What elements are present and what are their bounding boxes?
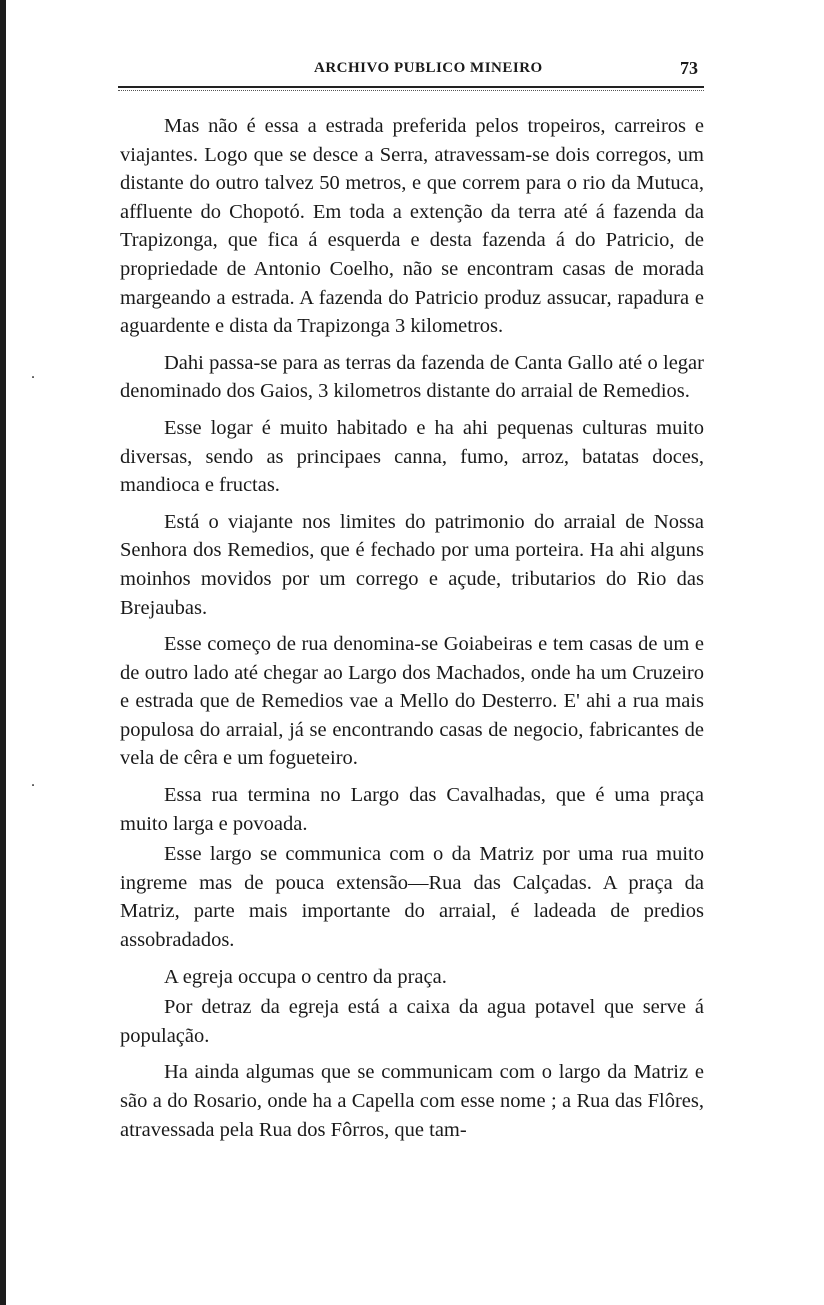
paragraph: Essa rua termina no Largo das Cavalhadas, que é uma praça muito larga e povoada.: [120, 784, 704, 835]
paragraph: Ha ainda algumas que se communicam com o largo da Matriz e são a do Rosario, onde ha a Capella com esse nome ; a Rua das Flôres, atravessada pela Rua dos Fôrros, que tam-: [120, 1061, 704, 1141]
paragraph: Por detraz da egreja está a caixa da agua potavel que serve á população.: [120, 996, 704, 1047]
running-header: [118, 58, 704, 82]
body-text: [120, 112, 704, 1152]
margin-speck: ˙: [30, 372, 36, 392]
header-title: ARCHIVO PUBLICO MINEIRO: [314, 60, 543, 76]
header-rule: [118, 86, 704, 88]
page-number: 73: [680, 58, 698, 78]
margin-speck: ˙: [30, 780, 36, 800]
paragraph: Está o viajante nos limites do patrimonio do arraial de Nossa Senhora dos Remedios, que é fechado por uma porteira. Ha ahi alguns moinhos movidos por um corrego e açude, tributarios do Rio das Brejaubas.: [120, 510, 704, 619]
paragraph: Esse começo de rua denomina-se Goiabeiras e tem casas de um e de outro lado até chegar ao Largo dos Machados, onde ha um Cruzeiro e estrada que de Remedios vae a Mello do Desterro. E' ahi a rua mais populosa do arraial, já se encontrando casas de negocio, fabricantes de vela de cêra e um fogueteiro.: [120, 633, 704, 770]
paragraph: Esse logar é muito habitado e ha ahi pequenas culturas muito diversas, sendo as principaes canna, fumo, arroz, batatas doces, mandioca e fructas.: [120, 416, 704, 497]
header-rule-dotted: [118, 90, 704, 91]
paragraph: Esse largo se communica com o da Matriz por uma rua muito ingreme mas de pouca extensão—Rua das Calçadas. A praça da Matriz, parte mais importante do arraial, é ladeada de predios assobradados.: [120, 843, 704, 952]
paragraph: Dahi passa-se para as terras da fazenda de Canta Gallo até o legar denominado dos Gaios, 3 kilometros distante do arraial de Remedios.: [120, 351, 704, 403]
paragraph: Mas não é essa a estrada preferida pelos tropeiros, carreiros e viajantes. Logo que se desce a Serra, atravessam-se dois corregos, um distante do outro talvez 50 metros, e que correm para o rio da Mutuca, affluente do Chopotó. Em toda a extenção da terra até á fazenda da Trapizonga, que fica á esquerda e desta fazenda á do Patricio, de propriedade de Antonio Coelho, não se encontram casas de morada margeando a estrada. A fazenda do Patricio produz assucar, rapadura e aguardente e dista da Trapizonga 3 kilometros.: [120, 115, 704, 338]
page-binding-edge: [0, 0, 6, 1305]
paragraph: A egreja occupa o centro da praça.: [164, 965, 447, 988]
